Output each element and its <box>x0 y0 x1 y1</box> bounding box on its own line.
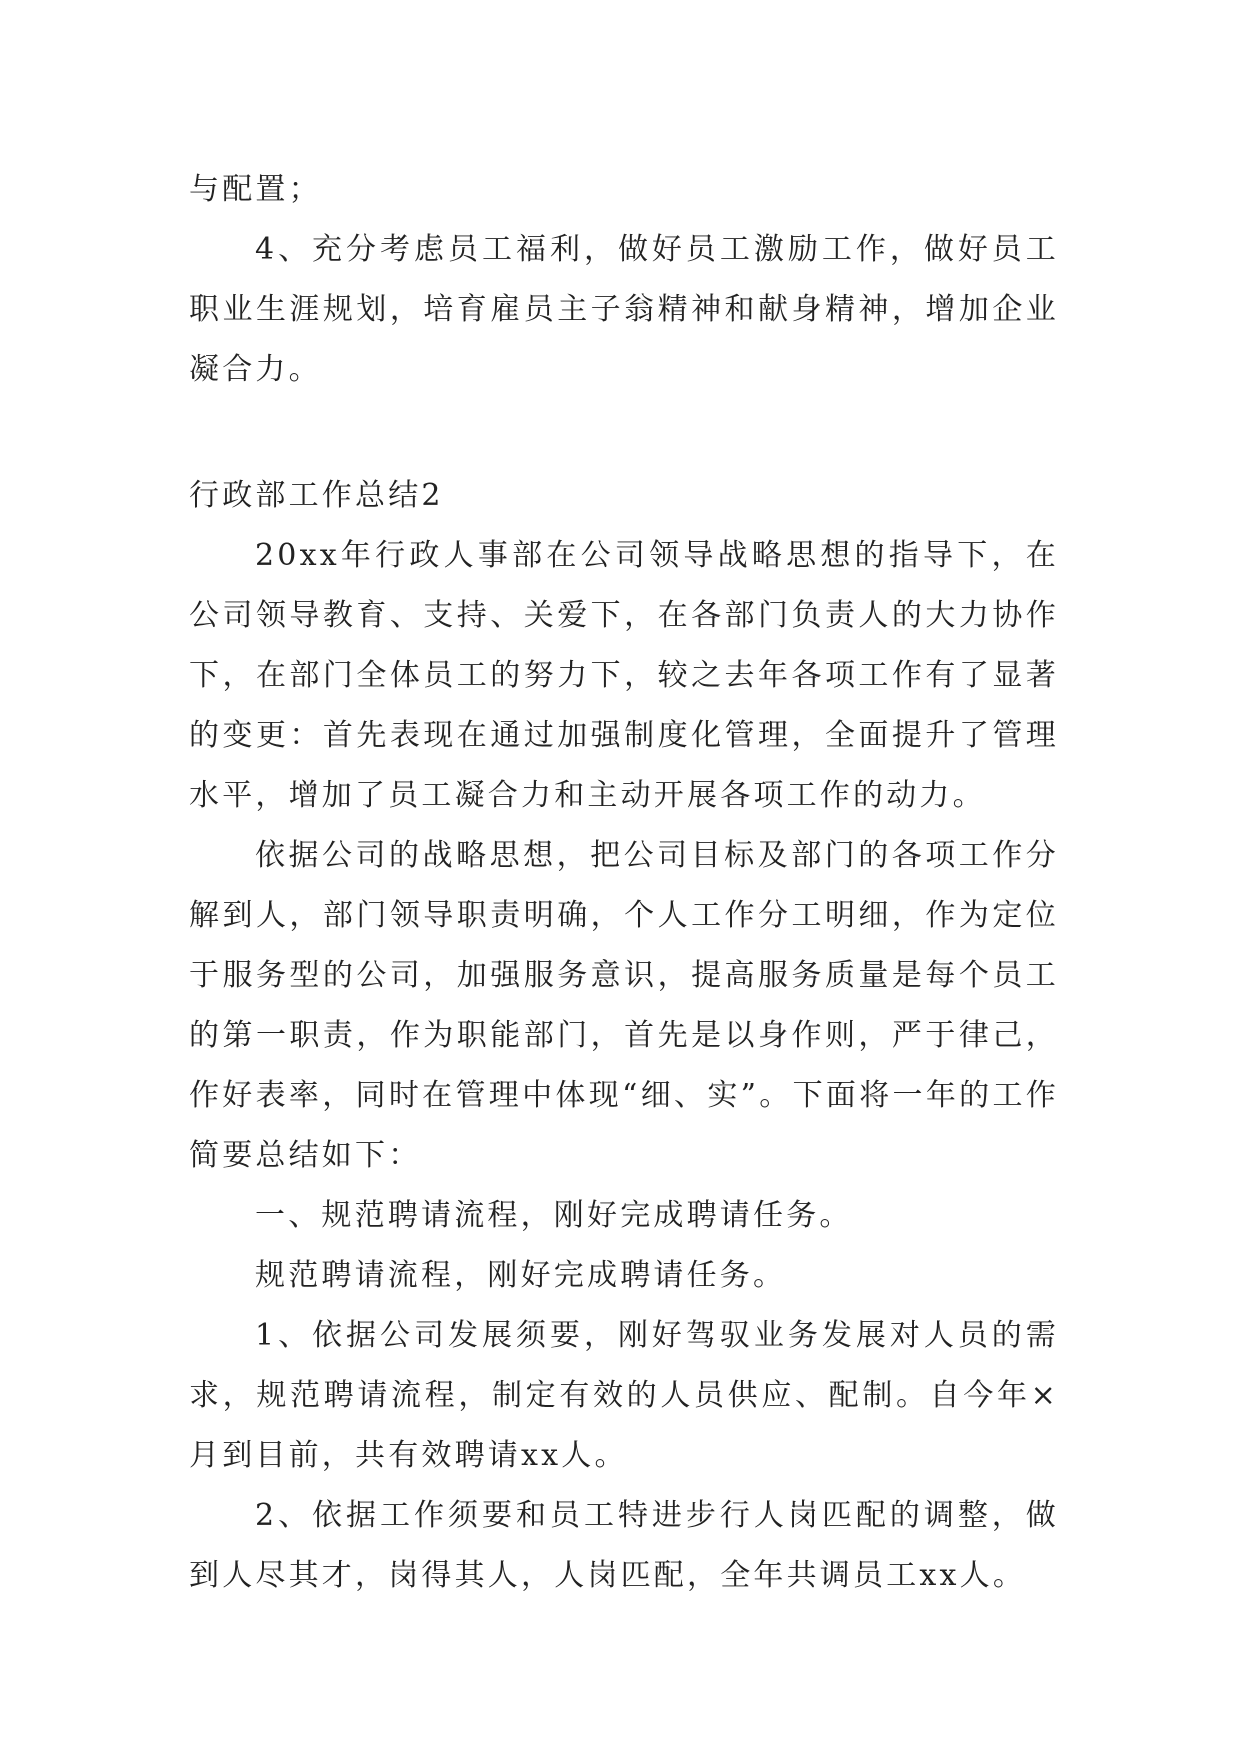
paragraph-section-one-title: 一、规范聘请流程，刚好完成聘请任务。 <box>255 1198 853 1233</box>
paragraph-item-2: 2、依据工作须要和员工特进步行人岗匹配的调整，做到人尽其才，岗得其人，人岗匹配，全年共调员工xx人。 <box>189 1498 1059 1593</box>
paragraph-intro: 20xx年行政人事部在公司领导战略思想的指导下，在公司领导教育、支持、关爱下，在各部门负责人的大力协作下，在部门全体员工的努力下，较之去年各项工作有了显著的变更：首先表现在通过加强制度化管理，全面提升了管理水平，增加了员工凝合力和主动开展各项工作的动力。 <box>189 538 1059 813</box>
paragraph-item-1: 1、依据公司发展须要，刚好驾驭业务发展对人员的需求，规范聘请流程，制定有效的人员供应、配制。自今年×月到目前，共有效聘请xx人。 <box>189 1318 1059 1473</box>
paragraph-section-one-subtitle: 规范聘请流程，刚好完成聘请任务。 <box>255 1258 787 1293</box>
paragraph-strategy: 依据公司的战略思想，把公司目标及部门的各项工作分解到人，部门领导职责明确，个人工作分工明细，作为定位于服务型的公司，加强服务意识，提高服务质量是每个员工的第一职责，作为职能部门，首先是以身作则，严于律己，作好表率，同时在管理中体现“细、实”。下面将一年的工作简要总结如下： <box>189 838 1059 1173</box>
section-spacer <box>189 400 1059 466</box>
paragraph-item-4: 4、充分考虑员工福利，做好员工激励工作，做好员工职业生涯规划，培育雇员主子翁精神和献身精神，增加企业凝合力。 <box>189 232 1059 387</box>
document-body <box>189 160 1059 1606</box>
paragraph-continuation: 与配置； <box>189 172 322 207</box>
section-heading: 行政部工作总结2 <box>189 478 444 513</box>
